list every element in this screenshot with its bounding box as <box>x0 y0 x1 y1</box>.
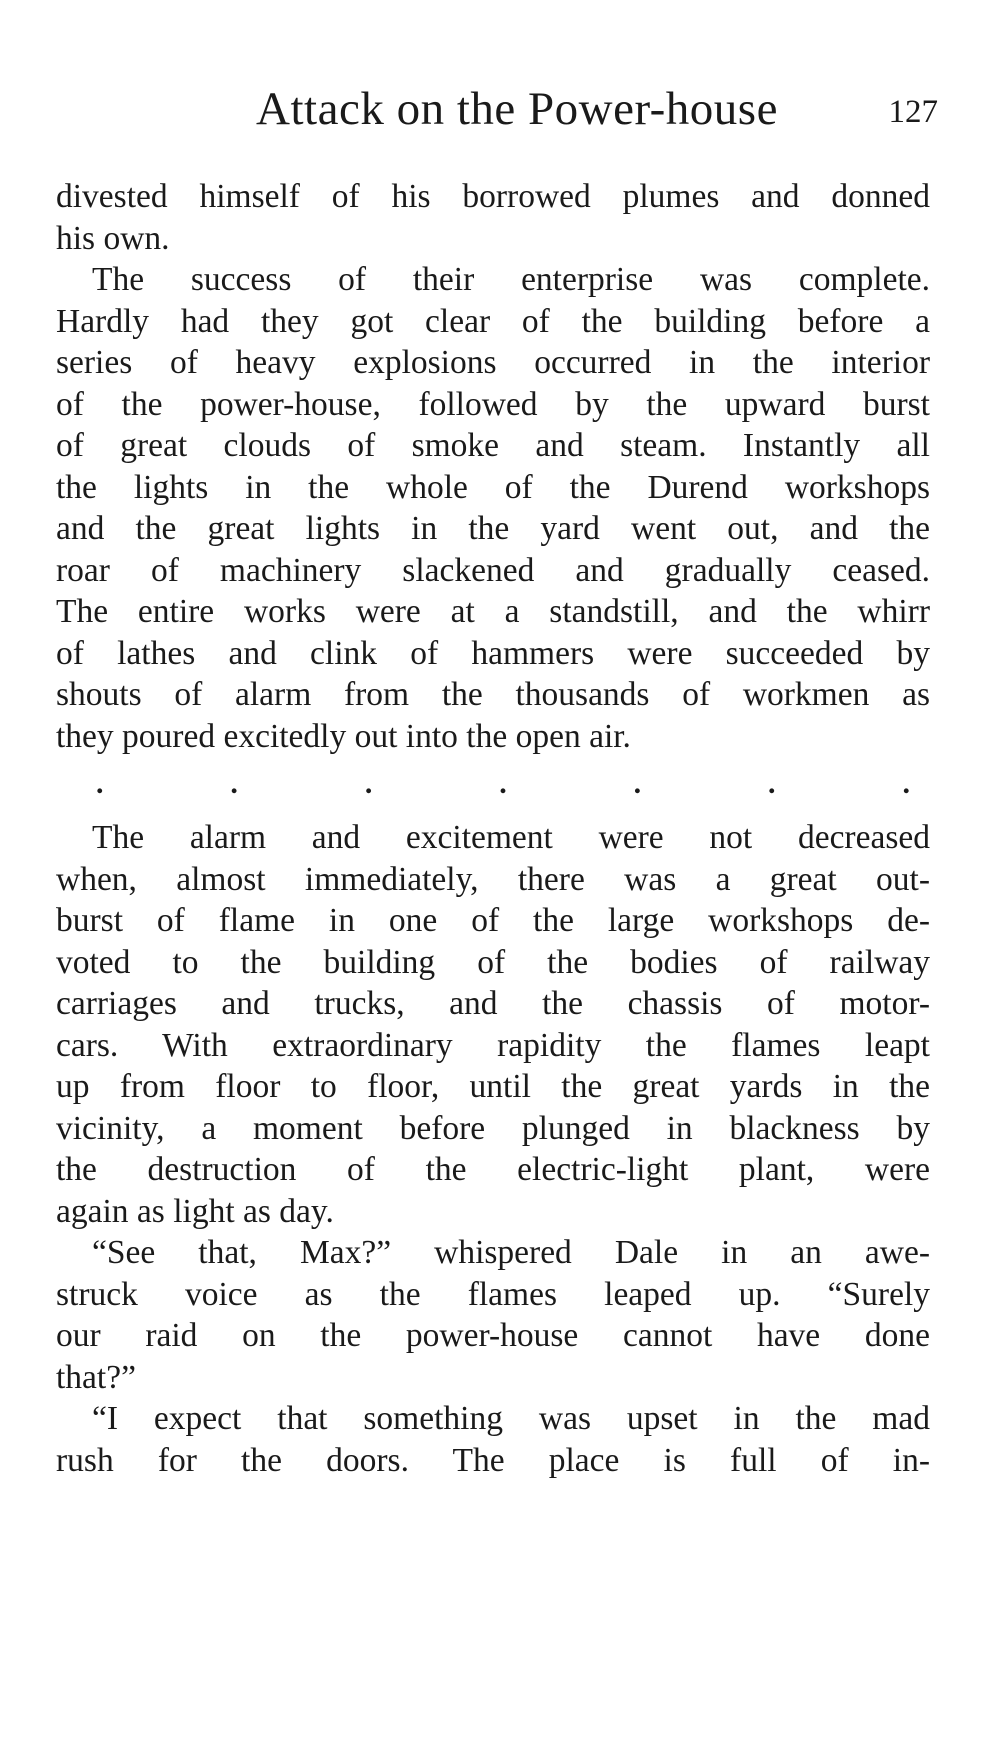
text-line: burst of flame in one of the large workshops de- <box>56 902 930 939</box>
chapter-title: Attack on the Power-house <box>256 83 778 135</box>
text-line: divested himself of his borrowed plumes and donned <box>56 178 930 215</box>
text-line: voted to the building of the bodies of railway <box>56 943 930 981</box>
break-dot: . <box>96 767 104 800</box>
text-line: The entire works were at a standstill, and the whirr <box>56 593 930 630</box>
text-line: “See that, Max?” whispered Dale in an awe- <box>92 1234 930 1271</box>
text-line: vicinity, a moment before plunged in blackness by <box>56 1109 930 1147</box>
text-line: of great clouds of smoke and steam. Instantly all <box>56 427 930 464</box>
text-line: that?” <box>56 1358 136 1396</box>
text-line: up from floor to floor, until the great yards in the <box>56 1068 930 1105</box>
text-line: The alarm and excitement were not decreased <box>92 819 930 856</box>
text-line: again as light as day. <box>56 1192 334 1230</box>
section-break <box>56 757 930 817</box>
body-text <box>56 176 930 1481</box>
break-dot: . <box>902 767 910 800</box>
text-line: cars. With extraordinary rapidity the flames leapt <box>56 1026 930 1064</box>
text-line: our raid on the power-house cannot have done <box>56 1317 930 1354</box>
text-line: roar of machinery slackened and gradually ceased. <box>56 551 930 589</box>
text-line: The success of their enterprise was complete. <box>92 261 930 298</box>
text-line: when, almost immediately, there was a great out- <box>56 860 930 898</box>
break-dot: . <box>230 767 238 800</box>
break-dot: . <box>768 767 776 800</box>
text-line: carriages and trucks, and the chassis of motor- <box>56 985 930 1022</box>
text-line: his own. <box>56 219 170 257</box>
break-dot: . <box>499 767 507 800</box>
paragraph <box>56 817 930 1232</box>
text-line: of the power-house, followed by the upward burst <box>56 385 930 423</box>
text-line: series of heavy explosions occurred in the interior <box>56 344 930 381</box>
text-line: “I expect that something was upset in the mad <box>92 1400 930 1437</box>
text-line: struck voice as the flames leaped up. “Surely <box>56 1275 930 1313</box>
text-line: and the great lights in the yard went out, and the <box>56 510 930 547</box>
text-line: they poured excitedly out into the open air. <box>56 717 631 755</box>
page-number: 127 <box>888 94 938 130</box>
text-line: rush for the doors. The place is full of in- <box>56 1441 930 1479</box>
paragraph <box>56 1232 930 1398</box>
break-dot: . <box>633 767 642 800</box>
text-line: shouts of alarm from the thousands of workmen as <box>56 676 930 713</box>
text-line: Hardly had they got clear of the building before a <box>56 302 930 340</box>
text-line: the lights in the whole of the Durend workshops <box>56 468 930 506</box>
paragraph <box>56 259 930 757</box>
running-head <box>56 82 938 142</box>
text-line: the destruction of the electric-light plant, were <box>56 1151 930 1188</box>
break-dot: . <box>364 767 373 800</box>
paragraph <box>56 1398 930 1481</box>
paragraph-continuation <box>56 176 930 259</box>
text-line: of lathes and clink of hammers were succeeded by <box>56 634 930 672</box>
